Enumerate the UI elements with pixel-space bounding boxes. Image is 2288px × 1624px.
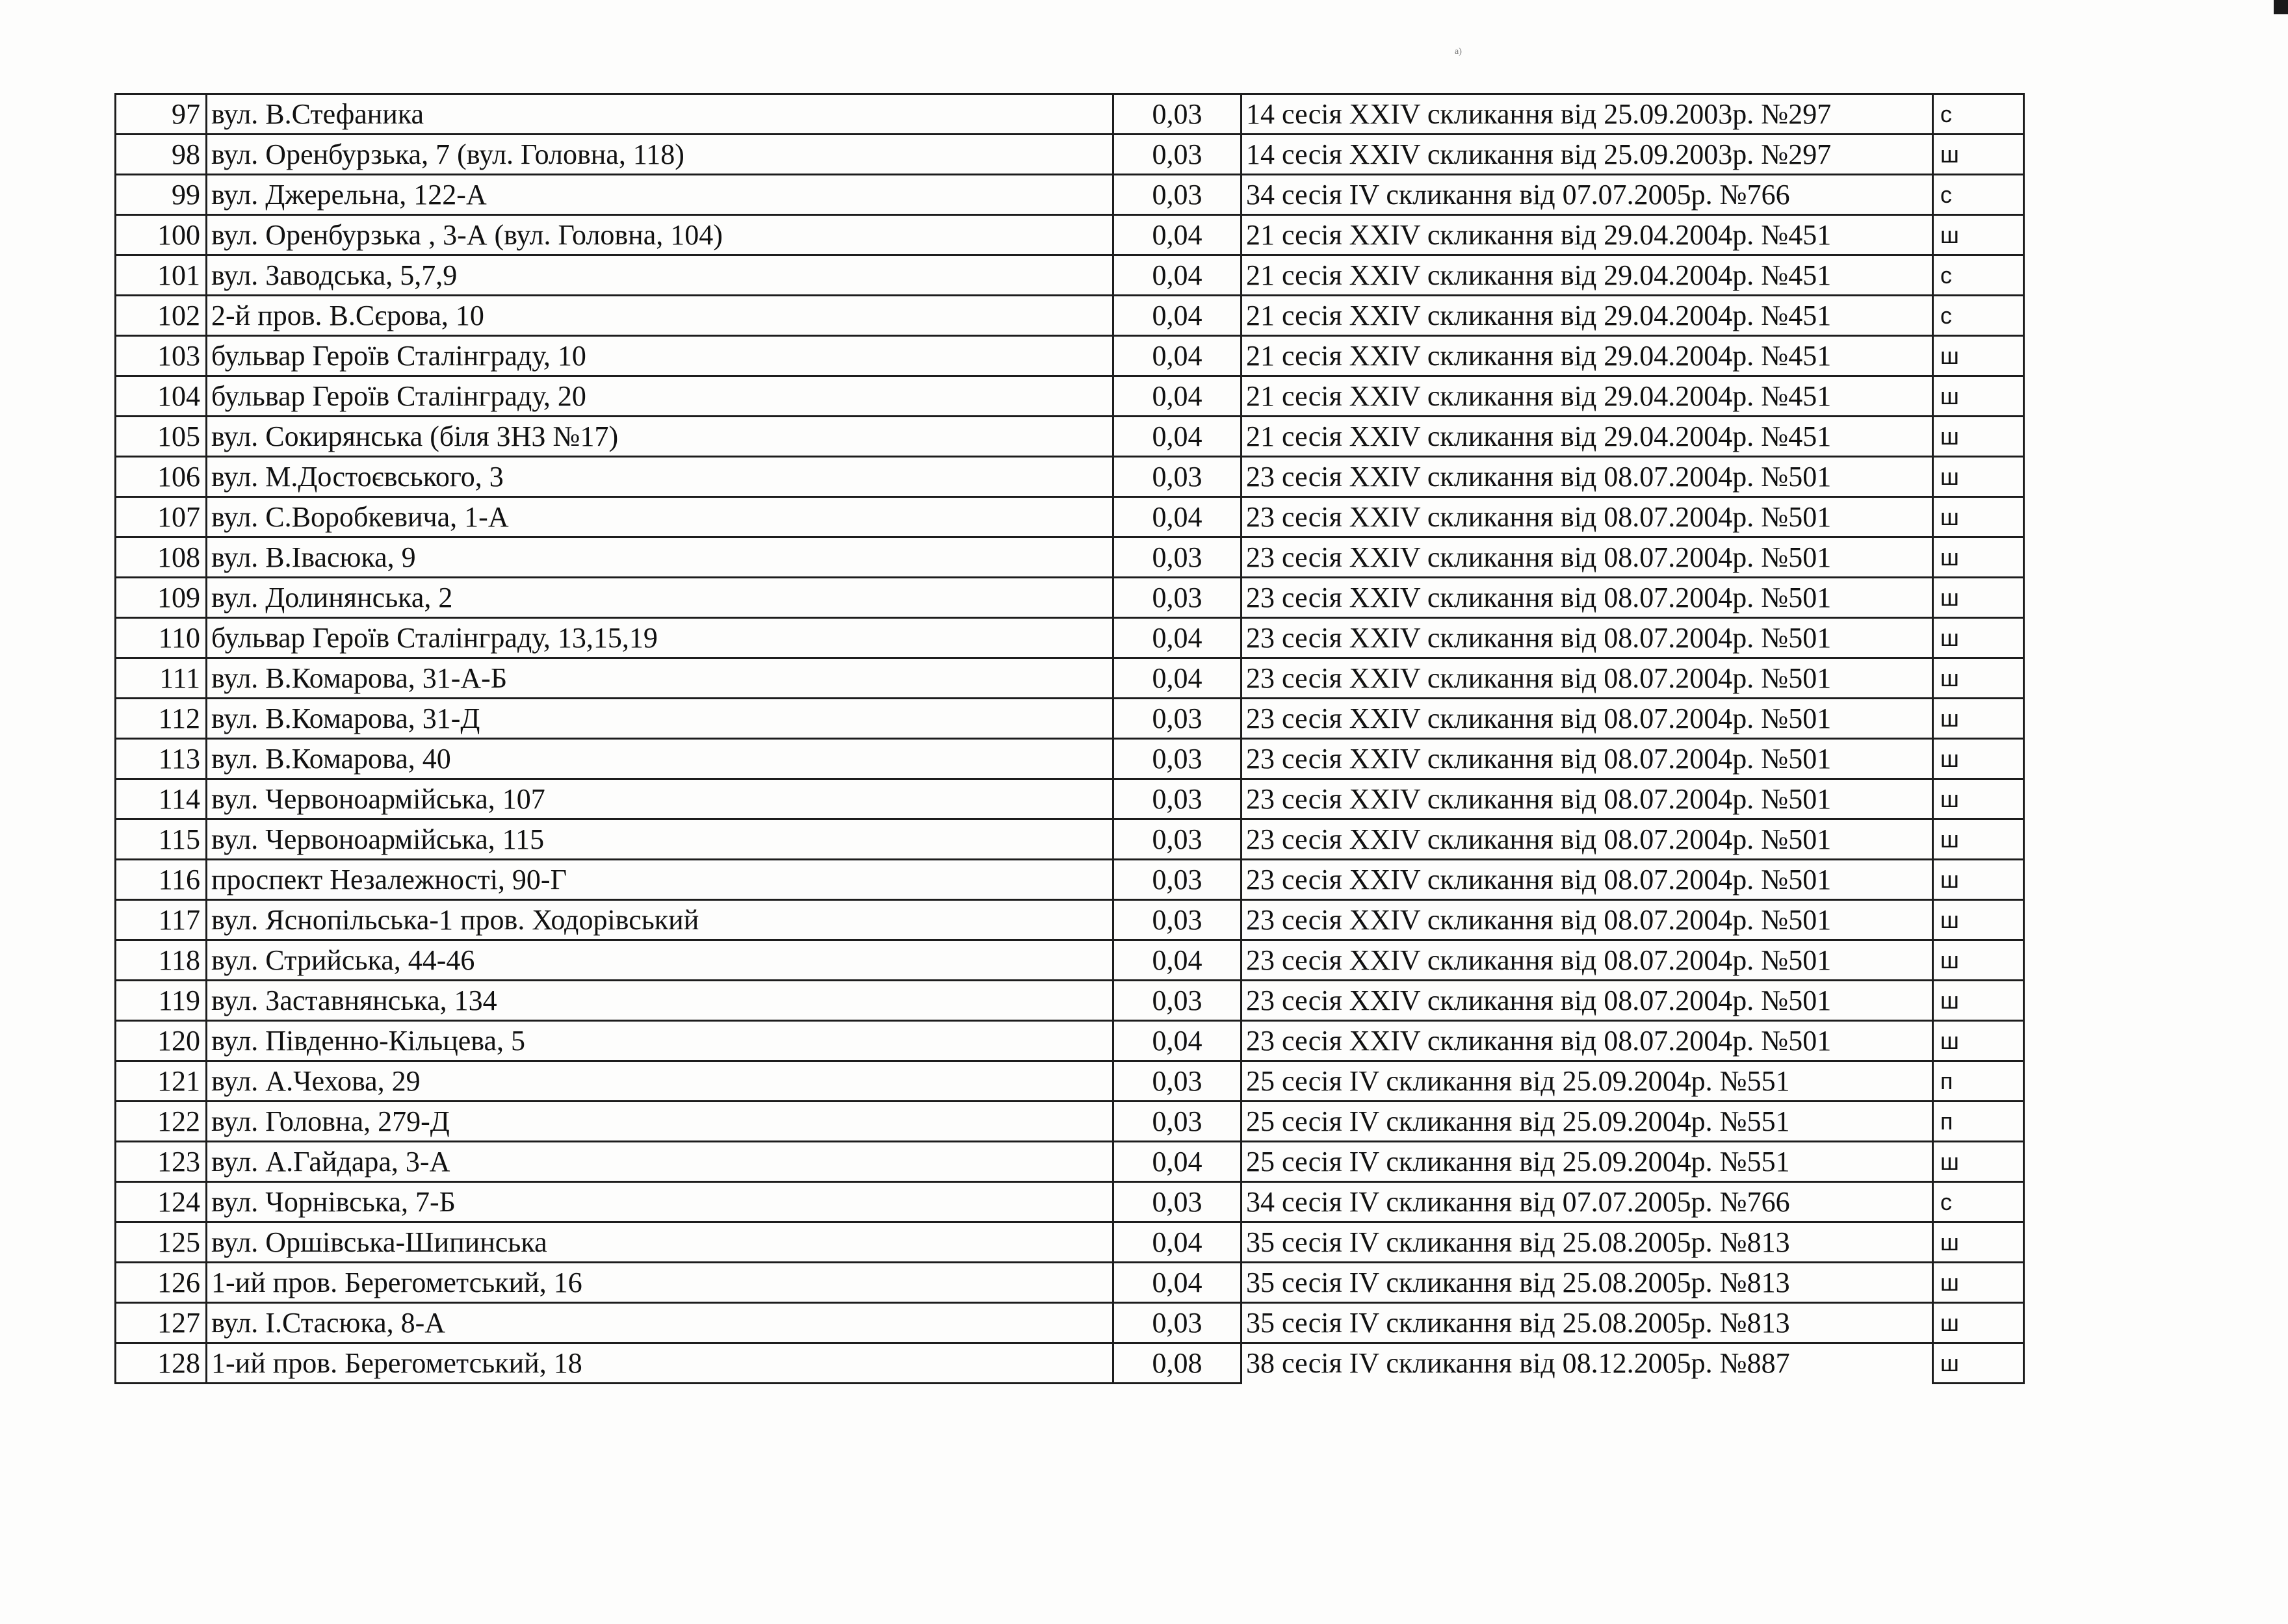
page-mark: a): [1455, 47, 1462, 57]
address-cell: вул. І.Стасюка, 8-А: [207, 1303, 1113, 1343]
category-code-cell: ш: [1933, 497, 2024, 537]
table-row: [116, 1021, 2024, 1061]
area-cell: 0,03: [1113, 739, 1242, 779]
address-cell: бульвар Героїв Сталінграду, 20: [207, 376, 1113, 417]
table-row: [116, 819, 2024, 860]
address-cell: вул. Стрийська, 44-46: [207, 940, 1113, 981]
area-cell: 0,04: [1113, 1263, 1242, 1303]
address-cell: вул. Червоноармійська, 115: [207, 819, 1113, 860]
address-cell: вул. Сокирянська (біля ЗНЗ №17): [207, 417, 1113, 457]
decision-cell: 35 сесія IV скликання від 25.08.2005р. №813: [1242, 1222, 1933, 1263]
row-number: 123: [116, 1142, 207, 1182]
table-row: [116, 578, 2024, 618]
category-code-cell: ш: [1933, 457, 2024, 497]
table-row: [116, 1263, 2024, 1303]
area-cell: 0,03: [1113, 779, 1242, 819]
address-cell: 1-ий пров. Берегометський, 18: [207, 1343, 1113, 1384]
table-row: [116, 981, 2024, 1021]
address-cell: проспект Незалежності, 90-Г: [207, 860, 1113, 900]
area-cell: 0,03: [1113, 457, 1242, 497]
area-cell: 0,03: [1113, 981, 1242, 1021]
category-code-cell: ш: [1933, 135, 2024, 175]
row-number: 124: [116, 1182, 207, 1222]
area-cell: 0,04: [1113, 336, 1242, 376]
table-row: [116, 296, 2024, 336]
category-code-cell: ш: [1933, 1303, 2024, 1343]
address-cell: вул. А.Чехова, 29: [207, 1061, 1113, 1102]
decision-cell: 25 сесія IV скликання від 25.09.2004р. №551: [1242, 1061, 1933, 1102]
address-cell: вул. Червоноармійська, 107: [207, 779, 1113, 819]
decision-cell: 23 сесія XXIV скликання від 08.07.2004р. №501: [1242, 981, 1933, 1021]
table-row: [116, 215, 2024, 255]
table-row: [116, 417, 2024, 457]
address-cell: вул. В.Комарова, 40: [207, 739, 1113, 779]
area-cell: 0,03: [1113, 94, 1242, 135]
area-cell: 0,03: [1113, 819, 1242, 860]
category-code-cell: ш: [1933, 860, 2024, 900]
address-cell: вул. В.Комарова, 31-Д: [207, 699, 1113, 739]
row-number: 106: [116, 457, 207, 497]
category-code-cell: ш: [1933, 618, 2024, 658]
address-cell: 2-й пров. В.Сєрова, 10: [207, 296, 1113, 336]
scan-corner-mark: [2274, 0, 2288, 14]
row-number: 127: [116, 1303, 207, 1343]
decision-cell: 25 сесія IV скликання від 25.09.2004р. №551: [1242, 1142, 1933, 1182]
area-cell: 0,04: [1113, 1142, 1242, 1182]
row-number: 118: [116, 940, 207, 981]
row-number: 102: [116, 296, 207, 336]
decision-cell: 23 сесія XXIV скликання від 08.07.2004р. №501: [1242, 819, 1933, 860]
address-cell: вул. Джерельна, 122-А: [207, 175, 1113, 215]
row-number: 101: [116, 255, 207, 296]
address-cell: вул. Оренбурзька , 3-А (вул. Головна, 104): [207, 215, 1113, 255]
category-code-cell: ш: [1933, 1222, 2024, 1263]
address-cell: вул. Оренбурзька, 7 (вул. Головна, 118): [207, 135, 1113, 175]
decision-cell: 21 сесія XXIV скликання від 29.04.2004р. №451: [1242, 215, 1933, 255]
decision-cell: 21 сесія XXIV скликання від 29.04.2004р. №451: [1242, 376, 1933, 417]
table-row: [116, 175, 2024, 215]
decision-cell: 34 сесія IV скликання від 07.07.2005р. №766: [1242, 1182, 1933, 1222]
table-row: [116, 940, 2024, 981]
table-row: [116, 376, 2024, 417]
address-cell: вул. Головна, 279-Д: [207, 1102, 1113, 1142]
area-cell: 0,03: [1113, 900, 1242, 940]
decision-cell: 25 сесія IV скликання від 25.09.2004р. №551: [1242, 1102, 1933, 1142]
decision-cell: 35 сесія IV скликання від 25.08.2005р. №813: [1242, 1263, 1933, 1303]
table-row: [116, 1061, 2024, 1102]
table-body: [116, 94, 2024, 1384]
category-code-cell: п: [1933, 1102, 2024, 1142]
category-code-cell: п: [1933, 1061, 2024, 1102]
table-row: [116, 699, 2024, 739]
table-row: [116, 336, 2024, 376]
category-code-cell: ш: [1933, 981, 2024, 1021]
row-number: 108: [116, 537, 207, 578]
address-cell: вул. Заставнянська, 134: [207, 981, 1113, 1021]
decision-cell: 23 сесія XXIV скликання від 08.07.2004р. №501: [1242, 860, 1933, 900]
row-number: 113: [116, 739, 207, 779]
row-number: 105: [116, 417, 207, 457]
decision-cell: 34 сесія IV скликання від 07.07.2005р. №766: [1242, 175, 1933, 215]
row-number: 98: [116, 135, 207, 175]
area-cell: 0,03: [1113, 1303, 1242, 1343]
category-code-cell: ш: [1933, 779, 2024, 819]
row-number: 115: [116, 819, 207, 860]
decision-cell: 21 сесія XXIV скликання від 29.04.2004р. №451: [1242, 336, 1933, 376]
category-code-cell: ш: [1933, 739, 2024, 779]
area-cell: 0,03: [1113, 1102, 1242, 1142]
area-cell: 0,04: [1113, 417, 1242, 457]
category-code-cell: ш: [1933, 1021, 2024, 1061]
row-number: 107: [116, 497, 207, 537]
area-cell: 0,03: [1113, 1061, 1242, 1102]
row-number: 112: [116, 699, 207, 739]
area-cell: 0,04: [1113, 296, 1242, 336]
row-number: 121: [116, 1061, 207, 1102]
category-code-cell: ш: [1933, 900, 2024, 940]
category-code-cell: ш: [1933, 417, 2024, 457]
table-row: [116, 618, 2024, 658]
area-cell: 0,04: [1113, 376, 1242, 417]
address-cell: вул. Яснопільська-1 пров. Ходорівський: [207, 900, 1113, 940]
category-code-cell: ш: [1933, 537, 2024, 578]
area-cell: 0,04: [1113, 1021, 1242, 1061]
category-code-cell: с: [1933, 1182, 2024, 1222]
row-number: 110: [116, 618, 207, 658]
decision-cell: 23 сесія XXIV скликання від 08.07.2004р. №501: [1242, 457, 1933, 497]
decision-cell: 23 сесія XXIV скликання від 08.07.2004р. №501: [1242, 1021, 1933, 1061]
row-number: 99: [116, 175, 207, 215]
table-row: [116, 457, 2024, 497]
table-row: [116, 1182, 2024, 1222]
area-cell: 0,04: [1113, 255, 1242, 296]
land-plots-table: [114, 93, 2025, 1384]
table-row: [116, 658, 2024, 699]
table-row: [116, 1343, 2024, 1384]
row-number: 116: [116, 860, 207, 900]
decision-cell: 23 сесія XXIV скликання від 08.07.2004р. №501: [1242, 658, 1933, 699]
category-code-cell: ш: [1933, 940, 2024, 981]
address-cell: вул. М.Достоєвського, 3: [207, 457, 1113, 497]
decision-cell: 23 сесія XXIV скликання від 08.07.2004р. №501: [1242, 699, 1933, 739]
decision-cell: 23 сесія XXIV скликання від 08.07.2004р. №501: [1242, 779, 1933, 819]
row-number: 111: [116, 658, 207, 699]
category-code-cell: ш: [1933, 658, 2024, 699]
category-code-cell: ш: [1933, 699, 2024, 739]
area-cell: 0,03: [1113, 135, 1242, 175]
area-cell: 0,04: [1113, 215, 1242, 255]
area-cell: 0,08: [1113, 1343, 1242, 1384]
category-code-cell: ш: [1933, 215, 2024, 255]
address-cell: вул. Заводська, 5,7,9: [207, 255, 1113, 296]
decision-cell: 21 сесія XXIV скликання від 29.04.2004р. №451: [1242, 255, 1933, 296]
area-cell: 0,04: [1113, 658, 1242, 699]
area-cell: 0,04: [1113, 940, 1242, 981]
row-number: 117: [116, 900, 207, 940]
decision-cell: 23 сесія XXIV скликання від 08.07.2004р. №501: [1242, 739, 1933, 779]
row-number: 100: [116, 215, 207, 255]
decision-cell: 23 сесія XXIV скликання від 08.07.2004р. №501: [1242, 618, 1933, 658]
category-code-cell: ш: [1933, 376, 2024, 417]
table-row: [116, 1303, 2024, 1343]
area-cell: 0,03: [1113, 1182, 1242, 1222]
decision-cell: 23 сесія XXIV скликання від 08.07.2004р. №501: [1242, 578, 1933, 618]
row-number: 109: [116, 578, 207, 618]
area-cell: 0,04: [1113, 618, 1242, 658]
area-cell: 0,03: [1113, 860, 1242, 900]
decision-cell: 14 сесія XXIV скликання від 25.09.2003р. №297: [1242, 94, 1933, 135]
category-code-cell: с: [1933, 255, 2024, 296]
table-row: [116, 739, 2024, 779]
table-row: [116, 497, 2024, 537]
decision-cell: 38 сесія IV скликання від 08.12.2005р. №887: [1242, 1343, 1933, 1384]
area-cell: 0,03: [1113, 537, 1242, 578]
address-cell: вул. Південно-Кільцева, 5: [207, 1021, 1113, 1061]
table-row: [116, 1142, 2024, 1182]
category-code-cell: ш: [1933, 1142, 2024, 1182]
address-cell: вул. Долинянська, 2: [207, 578, 1113, 618]
table-row: [116, 255, 2024, 296]
area-cell: 0,03: [1113, 578, 1242, 618]
row-number: 104: [116, 376, 207, 417]
row-number: 103: [116, 336, 207, 376]
address-cell: вул. В.Стефаника: [207, 94, 1113, 135]
table-row: [116, 1102, 2024, 1142]
decision-cell: 21 сесія XXIV скликання від 29.04.2004р. №451: [1242, 296, 1933, 336]
decision-cell: 23 сесія XXIV скликання від 08.07.2004р. №501: [1242, 940, 1933, 981]
category-code-cell: ш: [1933, 336, 2024, 376]
table-row: [116, 1222, 2024, 1263]
row-number: 97: [116, 94, 207, 135]
decision-cell: 14 сесія XXIV скликання від 25.09.2003р. №297: [1242, 135, 1933, 175]
decision-cell: 35 сесія IV скликання від 25.08.2005р. №813: [1242, 1303, 1933, 1343]
area-cell: 0,03: [1113, 699, 1242, 739]
table-row: [116, 860, 2024, 900]
row-number: 122: [116, 1102, 207, 1142]
category-code-cell: с: [1933, 94, 2024, 135]
category-code-cell: с: [1933, 296, 2024, 336]
area-cell: 0,03: [1113, 175, 1242, 215]
area-cell: 0,04: [1113, 497, 1242, 537]
address-cell: вул. А.Гайдара, 3-А: [207, 1142, 1113, 1182]
category-code-cell: ш: [1933, 1263, 2024, 1303]
address-cell: вул. С.Воробкевича, 1-А: [207, 497, 1113, 537]
address-cell: бульвар Героїв Сталінграду, 10: [207, 336, 1113, 376]
area-cell: 0,04: [1113, 1222, 1242, 1263]
row-number: 114: [116, 779, 207, 819]
address-cell: вул. Чорнівська, 7-Б: [207, 1182, 1113, 1222]
address-cell: 1-ий пров. Берегометський, 16: [207, 1263, 1113, 1303]
table-row: [116, 779, 2024, 819]
decision-cell: 23 сесія XXIV скликання від 08.07.2004р. №501: [1242, 900, 1933, 940]
row-number: 120: [116, 1021, 207, 1061]
decision-cell: 23 сесія XXIV скликання від 08.07.2004р. №501: [1242, 497, 1933, 537]
table-row: [116, 94, 2024, 135]
decision-cell: 21 сесія XXIV скликання від 29.04.2004р. №451: [1242, 417, 1933, 457]
table-row: [116, 900, 2024, 940]
row-number: 128: [116, 1343, 207, 1384]
row-number: 119: [116, 981, 207, 1021]
decision-cell: 23 сесія XXIV скликання від 08.07.2004р. №501: [1242, 537, 1933, 578]
table-row: [116, 135, 2024, 175]
category-code-cell: ш: [1933, 819, 2024, 860]
address-cell: вул. В.Івасюка, 9: [207, 537, 1113, 578]
address-cell: бульвар Героїв Сталінграду, 13,15,19: [207, 618, 1113, 658]
category-code-cell: ш: [1933, 1343, 2024, 1384]
row-number: 125: [116, 1222, 207, 1263]
row-number: 126: [116, 1263, 207, 1303]
address-cell: вул. Оршівська-Шипинська: [207, 1222, 1113, 1263]
category-code-cell: ш: [1933, 578, 2024, 618]
category-code-cell: с: [1933, 175, 2024, 215]
table-row: [116, 537, 2024, 578]
address-cell: вул. В.Комарова, 31-А-Б: [207, 658, 1113, 699]
